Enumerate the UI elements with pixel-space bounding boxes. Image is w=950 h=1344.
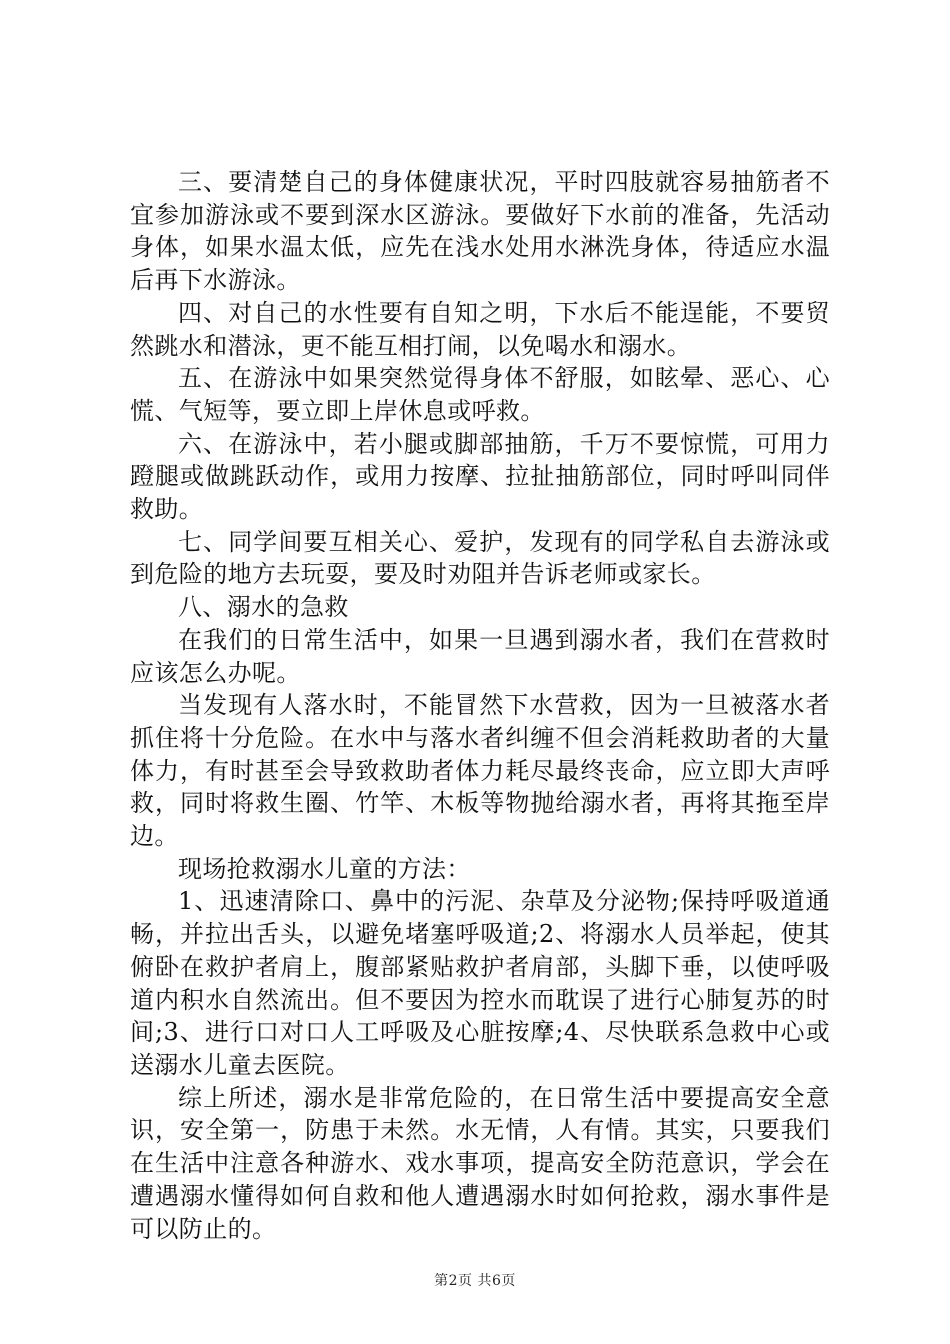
document-body <box>130 166 830 1245</box>
paragraph-cramp: 六、在游泳中，若小腿或脚部抽筋，千万不要惊慌，可用力蹬腿或做跳跃动作，或用力按摩、拉扯抽筋部位，同时呼叫同伴救助。 <box>130 429 830 524</box>
paragraph-conclusion: 综上所述，溺水是非常危险的，在日常生活中要提高安全意识，安全第一，防患于未然。水无情，人有情。其实，只要我们在生活中注意各种游水、戏水事项，提高安全防范意识，学会在遭遇溺水懂得如何自救和他人遭遇溺水时如何抢救，溺水事件是可以防止的。 <box>130 1083 830 1243</box>
paragraph-onsite-rescue-title: 现场抢救溺水儿童的方法： <box>178 854 471 883</box>
paragraph-rescue-method: 当发现有人落水时，不能冒然下水营救，因为一旦被落水者抓住将十分危险。在水中与落水者纠缠不但会消耗救助者的大量体力，有时甚至会导致救助者体力耗尽最终丧命，应立即大声呼救，同时将救生圈、竹竿、木板等物抛给溺水者，再将其拖至岸边。 <box>130 691 830 851</box>
paragraph-feel-unwell: 五、在游泳中如果突然觉得身体不舒服，如眩晕、恶心、心慌、气短等，要立即上岸休息或呼救。 <box>130 364 830 425</box>
paragraph-swimming-health: 三、要清楚自己的身体健康状况，平时四肢就容易抽筋者不宜参加游泳或不要到深水区游泳。要做好下水前的准备，先活动身体，如果水温太低，应先在浅水处用水淋洗身体，待适应水温后再下水游泳。 <box>130 168 830 295</box>
paragraph-care-classmates: 七、同学间要互相关心、爱护，发现有的同学私自去游泳或到危险的地方去玩耍，要及时劝阻并告诉老师或家长。 <box>130 527 830 589</box>
page-footer: 第2页 共6页 <box>434 1273 516 1289</box>
paragraph-rescue-steps: 1、迅速清除口、鼻中的污泥、杂草及分泌物;保持呼吸道通畅，并拉出舌头，以避免堵塞呼吸道;2、将溺水人员举起，使其俯卧在救护者肩上，腹部紧贴救护者肩部，头脚下垂，以使呼吸道内积水自然流出。但不要因为控水而耽误了进行心肺复苏的时间;3、进行口对口人工呼吸及心脏按摩;4、尽快联系急救中心或送溺水儿童去医院。 <box>130 887 830 1079</box>
section-heading-first-aid: 八、溺水的急救 <box>178 593 349 622</box>
paragraph-rescue-question: 在我们的日常生活中，如果一旦遇到溺水者，我们在营救时应该怎么办呢。 <box>130 625 830 687</box>
paragraph-know-limits: 四、对自己的水性要有自知之明，下水后不能逞能，不要贸然跳水和潜泳，更不能互相打闹，以免喝水和溺水。 <box>130 298 830 360</box>
